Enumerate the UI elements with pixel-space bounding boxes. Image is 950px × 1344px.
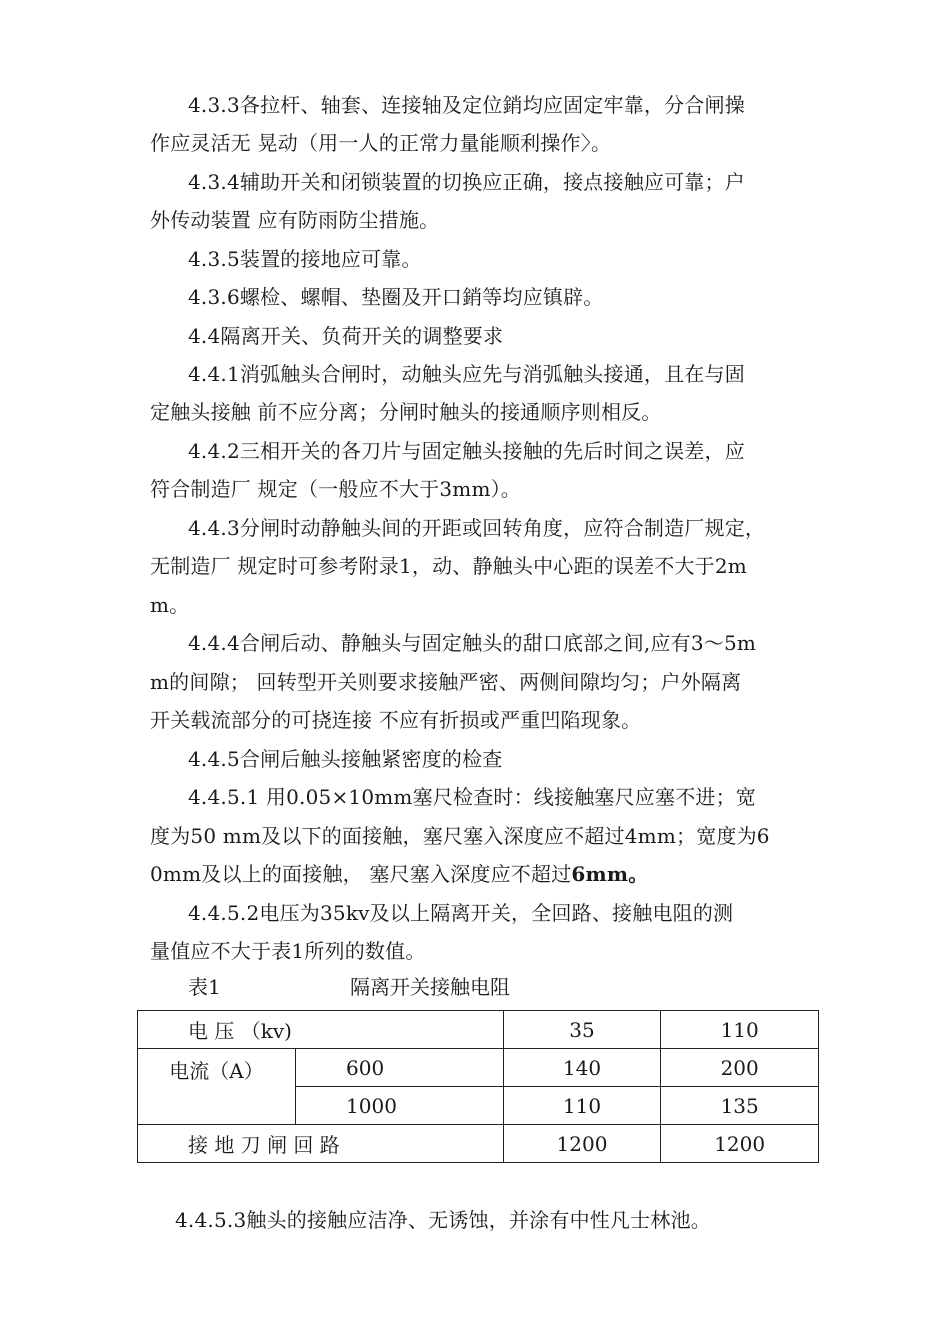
table-row [138, 1011, 819, 1049]
value-cell: 200 [661, 1049, 819, 1087]
voltage-110-header: 110 [661, 1011, 819, 1049]
value-cell: 1200 [661, 1125, 819, 1163]
para-441-line1: 4.4.1消弧触头合闸时，动触头应先与消弧触头接通，且在与固 [188, 362, 745, 386]
para-436: 4.3.6螺检、螺帽、垫圈及开口銷等均应镇辟。 [188, 285, 604, 309]
voltage-header-cell: 电 压 （kv) [138, 1011, 504, 1049]
para-4452-line2: 量值应不大于表1所列的数值。 [150, 939, 426, 963]
para-434-line1: 4.3.4辅助开关和闭锁装置的切换应正确，接点接触应可靠；户 [188, 170, 745, 194]
para-4452-line1: 4.4.5.2电压为35kv及以上隔离开关，全回路、接触电阻的测 [188, 901, 734, 925]
para-444-line3: 开关载流部分的可挠连接 不应有折损或严重凹陷现象。 [150, 708, 642, 732]
ground-knife-label-cell: 接 地 刀 闸 回 路 [138, 1125, 504, 1163]
value-cell: 135 [661, 1087, 819, 1125]
para-441-line2: 定触头接触 前不应分离；分闸时触头的接通顺序则相反。 [150, 400, 662, 424]
para-4451-line1: 4.4.5.1 用0.05×10mm塞尺检查时：线接触塞尺应塞不进；宽 [188, 785, 756, 809]
table-caption-title: 隔离开关接触电阻 [350, 975, 510, 999]
para-434-line2: 外传动装置 应有防雨防尘措施。 [150, 208, 440, 232]
para-4451-line3-text: 0mm及以上的面接触， 塞尺塞入深度应不超过 [150, 862, 572, 886]
para-4451-bold-tail: 6mm。 [571, 862, 649, 886]
value-cell: 1200 [503, 1125, 661, 1163]
table-row [138, 1049, 819, 1087]
value-cell: 140 [503, 1049, 661, 1087]
para-433-line1: 4.3.3各拉杆、轴套、连接轴及定位銷均应固定牢靠，分合闸操 [188, 93, 745, 117]
para-433-line2: 作应灵活无 晃动（用一人的正常力量能顺利操作〉。 [150, 131, 612, 155]
section-44-heading: 4.4隔离开关、负荷开关的调整要求 [188, 324, 504, 348]
para-4453: 4.4.5.3触头的接触应洁净、无诱蚀，并涂有中性凡士林池。 [175, 1208, 711, 1232]
contact-resistance-table [137, 1010, 819, 1163]
para-444-line2: m的间隙； 回转型开关则要求接触严密、两侧间隙均匀；户外隔离 [150, 670, 742, 694]
para-443-line3: m。 [150, 593, 190, 617]
para-435: 4.3.5装置的接地应可靠。 [188, 247, 422, 271]
para-443-line1: 4.4.3分闸时动静触头间的开距或回转角度，应符合制造厂规定， [188, 516, 766, 540]
para-4451-line3 [150, 862, 648, 886]
current-label-cell: 电流（A） [138, 1049, 296, 1125]
table-row [138, 1125, 819, 1163]
table-caption-label: 表1 [188, 975, 221, 999]
voltage-35-header: 35 [503, 1011, 661, 1049]
para-4451-line2: 度为50 mm及以下的面接触，塞尺塞入深度应不超过4mm；宽度为6 [150, 824, 770, 848]
para-444-line1: 4.4.4合闸后动、静触头与固定触头的甜口底部之间,应有3〜5m [188, 631, 757, 655]
para-443-line2: 无制造厂 规定时可参考附录1，动、静触头中心距的误差不大于2m [150, 554, 747, 578]
current-600-cell: 600 [296, 1049, 504, 1087]
para-442-line2: 符合制造厂 规定（一般应不大于3mm）。 [150, 477, 522, 501]
current-1000-cell: 1000 [296, 1087, 504, 1125]
para-442-line1: 4.4.2三相开关的各刀片与固定触头接触的先后时间之误差，应 [188, 439, 745, 463]
value-cell: 110 [503, 1087, 661, 1125]
section-445-heading: 4.4.5合闸后触头接触紧密度的检查 [188, 747, 503, 771]
